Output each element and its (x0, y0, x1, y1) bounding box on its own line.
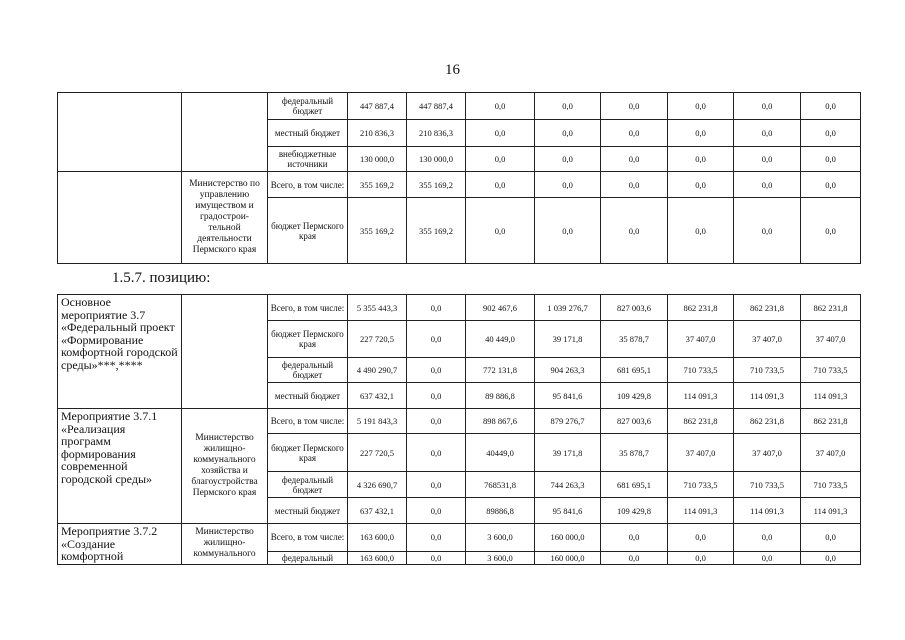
value-cell: 710 733,5 (734, 472, 801, 498)
value-cell: 0,0 (668, 172, 734, 198)
value-cell: 862 231,8 (801, 409, 861, 434)
value-cell: 827 003,6 (601, 295, 668, 321)
value-cell: 0,0 (535, 198, 601, 264)
value-cell: 355 169,2 (348, 172, 407, 198)
section-heading: 1.5.7. позицию: (112, 270, 211, 286)
value-cell: 163 600,0 (348, 524, 407, 552)
empty-ministry-cell (182, 93, 268, 172)
event-title: Основное мероприятие 3.7 «Федеральный проект «Формирование комфортной городской среды»***,**** (58, 295, 182, 409)
value-cell: 0,0 (466, 147, 535, 172)
value-cell: 0,0 (535, 172, 601, 198)
value-cell: 37 407,0 (668, 434, 734, 472)
value-cell: 5 191 843,3 (348, 409, 407, 434)
value-cell: 768531,8 (466, 472, 535, 498)
funding-source: внебюджетные источники (268, 147, 348, 172)
value-cell: 355 169,2 (407, 172, 466, 198)
value-cell: 0,0 (601, 120, 668, 147)
value-cell: 0,0 (601, 93, 668, 120)
value-cell: 89 886,8 (466, 383, 535, 409)
value-cell: 0,0 (466, 198, 535, 264)
funding-source: местный бюджет (268, 383, 348, 409)
value-cell: 95 841,6 (535, 383, 601, 409)
value-cell: 5 355 443,3 (348, 295, 407, 321)
value-cell: 114 091,3 (801, 383, 861, 409)
responsible-ministry: Министерство по управлению имуществом и градострои-тельной деятельности Пермского края (182, 172, 268, 264)
value-cell: 3 600,0 (466, 551, 535, 564)
value-cell: 904 263,3 (535, 358, 601, 383)
value-cell: 898 867,6 (466, 409, 535, 434)
responsible-ministry: Министерство жилищно-коммунального хозяйства и благоустройства Пермского края (182, 409, 268, 524)
value-cell: 227 720,5 (348, 321, 407, 358)
value-cell: 0,0 (734, 93, 801, 120)
value-cell: 114 091,3 (668, 498, 734, 524)
value-cell: 227 720,5 (348, 434, 407, 472)
funding-source: бюджет Пермского края (268, 434, 348, 472)
value-cell: 0,0 (801, 120, 861, 147)
funding-source: федеральный бюджет (268, 358, 348, 383)
value-cell: 862 231,8 (734, 409, 801, 434)
value-cell: 681 695,1 (601, 472, 668, 498)
value-cell: 0,0 (801, 551, 861, 564)
value-cell: 710 733,5 (801, 472, 861, 498)
value-cell: 0,0 (407, 321, 466, 358)
value-cell: 710 733,5 (801, 358, 861, 383)
value-cell: 109 429,8 (601, 498, 668, 524)
value-cell: 744 263,3 (535, 472, 601, 498)
value-cell: 862 231,8 (801, 295, 861, 321)
funding-table (57, 294, 861, 565)
value-cell: 0,0 (668, 198, 734, 264)
value-cell: 0,0 (407, 295, 466, 321)
responsible-ministry (182, 295, 268, 409)
value-cell: 0,0 (407, 409, 466, 434)
funding-source: бюджет Пермского края (268, 321, 348, 358)
value-cell: 35 878,7 (601, 434, 668, 472)
funding-source: бюджет Пермского края (268, 198, 348, 264)
value-cell: 710 733,5 (668, 472, 734, 498)
empty-title-cell (58, 172, 182, 264)
value-cell: 0,0 (801, 93, 861, 120)
value-cell: 0,0 (668, 120, 734, 147)
value-cell: 0,0 (801, 524, 861, 552)
value-cell: 3 600,0 (466, 524, 535, 552)
value-cell: 637 432,1 (348, 498, 407, 524)
value-cell: 130 000,0 (407, 147, 466, 172)
page-number: 16 (445, 62, 460, 78)
value-cell: 827 003,6 (601, 409, 668, 434)
value-cell: 637 432,1 (348, 383, 407, 409)
value-cell: 0,0 (466, 172, 535, 198)
value-cell: 0,0 (466, 120, 535, 147)
funding-source: Всего, в том числе: (268, 295, 348, 321)
value-cell: 710 733,5 (734, 358, 801, 383)
funding-source: федеральный бюджет (268, 93, 348, 120)
value-cell: 0,0 (407, 498, 466, 524)
funding-source: Всего, в том числе: (268, 409, 348, 434)
value-cell: 160 000,0 (535, 551, 601, 564)
value-cell: 710 733,5 (668, 358, 734, 383)
value-cell: 37 407,0 (801, 434, 861, 472)
value-cell: 0,0 (801, 172, 861, 198)
funding-source: федеральный бюджет (268, 472, 348, 498)
value-cell: 681 695,1 (601, 358, 668, 383)
event-title: Мероприятие 3.7.2 «Создание комфортной (58, 524, 182, 565)
value-cell: 40449,0 (466, 434, 535, 472)
value-cell: 114 091,3 (801, 498, 861, 524)
empty-title-cell (58, 93, 182, 172)
funding-source: Всего, в том числе: (268, 524, 348, 552)
value-cell: 0,0 (801, 147, 861, 172)
value-cell: 0,0 (601, 551, 668, 564)
value-cell: 0,0 (734, 147, 801, 172)
value-cell: 0,0 (601, 147, 668, 172)
value-cell: 0,0 (668, 93, 734, 120)
responsible-ministry: Министерство жилищно-коммунального (182, 524, 268, 565)
event-title: Мероприятие 3.7.1 «Реализация программ формирования современной городской среды» (58, 409, 182, 524)
value-cell: 355 169,2 (407, 198, 466, 264)
funding-table-continued (57, 92, 861, 264)
value-cell: 0,0 (407, 551, 466, 564)
value-cell: 39 171,8 (535, 434, 601, 472)
value-cell: 862 231,8 (734, 295, 801, 321)
funding-source: федеральный (268, 551, 348, 564)
value-cell: 0,0 (734, 198, 801, 264)
value-cell: 0,0 (407, 383, 466, 409)
value-cell: 114 091,3 (734, 383, 801, 409)
value-cell: 37 407,0 (801, 321, 861, 358)
value-cell: 0,0 (734, 120, 801, 147)
value-cell: 163 600,0 (348, 551, 407, 564)
value-cell: 114 091,3 (734, 498, 801, 524)
value-cell: 4 490 290,7 (348, 358, 407, 383)
value-cell: 37 407,0 (734, 321, 801, 358)
value-cell: 0,0 (601, 198, 668, 264)
value-cell: 95 841,6 (535, 498, 601, 524)
value-cell: 89886,8 (466, 498, 535, 524)
value-cell: 0,0 (601, 172, 668, 198)
funding-source: местный бюджет (268, 120, 348, 147)
value-cell: 0,0 (535, 147, 601, 172)
value-cell: 0,0 (668, 551, 734, 564)
value-cell: 0,0 (734, 172, 801, 198)
value-cell: 0,0 (601, 524, 668, 552)
value-cell: 40 449,0 (466, 321, 535, 358)
value-cell: 35 878,7 (601, 321, 668, 358)
value-cell: 355 169,2 (348, 198, 407, 264)
value-cell: 0,0 (407, 524, 466, 552)
value-cell: 0,0 (407, 434, 466, 472)
value-cell: 0,0 (734, 551, 801, 564)
value-cell: 447 887,4 (407, 93, 466, 120)
value-cell: 772 131,8 (466, 358, 535, 383)
value-cell: 37 407,0 (734, 434, 801, 472)
value-cell: 210 836,3 (348, 120, 407, 147)
value-cell: 4 326 690,7 (348, 472, 407, 498)
value-cell: 210 836,3 (407, 120, 466, 147)
value-cell: 879 276,7 (535, 409, 601, 434)
value-cell: 0,0 (407, 472, 466, 498)
value-cell: 0,0 (668, 147, 734, 172)
funding-source: Всего, в том числе: (268, 172, 348, 198)
value-cell: 0,0 (668, 524, 734, 552)
value-cell: 0,0 (535, 93, 601, 120)
value-cell: 0,0 (535, 120, 601, 147)
value-cell: 0,0 (801, 198, 861, 264)
value-cell: 447 887,4 (348, 93, 407, 120)
value-cell: 862 231,8 (668, 409, 734, 434)
value-cell: 39 171,8 (535, 321, 601, 358)
value-cell: 1 039 276,7 (535, 295, 601, 321)
value-cell: 0,0 (407, 358, 466, 383)
value-cell: 0,0 (466, 93, 535, 120)
value-cell: 114 091,3 (668, 383, 734, 409)
value-cell: 0,0 (734, 524, 801, 552)
value-cell: 37 407,0 (668, 321, 734, 358)
value-cell: 902 467,6 (466, 295, 535, 321)
value-cell: 109 429,8 (601, 383, 668, 409)
value-cell: 862 231,8 (668, 295, 734, 321)
value-cell: 160 000,0 (535, 524, 601, 552)
funding-source: местный бюджет (268, 498, 348, 524)
value-cell: 130 000,0 (348, 147, 407, 172)
